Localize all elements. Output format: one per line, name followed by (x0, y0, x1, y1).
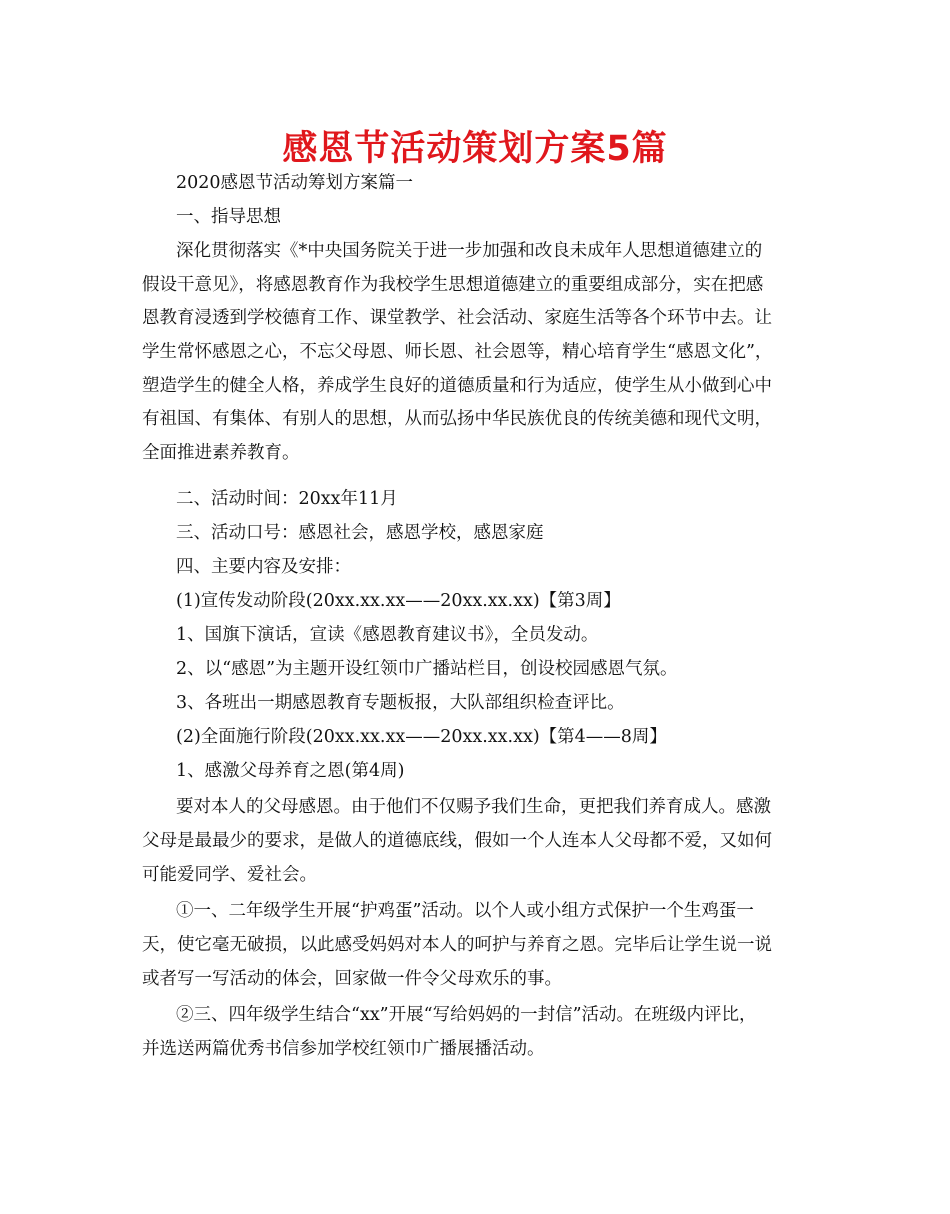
paragraph-line: 假设干意见》，将感恩教育作为我校学生思想道德建立的重要组成部分，实在把感 (142, 275, 764, 295)
paragraph-line: 有祖国、有集体、有别人的思想，从而弘扬中华民族优良的传统美德和现代文明， (142, 409, 772, 429)
paragraph-line: ②三、四年级学生结合“xx”开展“写给妈妈的一封信”活动。在班级内评比， (176, 1005, 757, 1025)
paragraph-line: 并选送两篇优秀书信参加学校红领巾广播展播活动。 (142, 1039, 545, 1059)
sub-heading: (1)宣传发动阶段(20xx.xx.xx——20xx.xx.xx)【第3周】 (176, 591, 621, 611)
paragraph-line: 恩教育浸透到学校德育工作、课堂教学、社会活动、家庭生活等各个环节中去。让 (142, 308, 772, 328)
list-item: 1、国旗下演话，宣读《感恩教育建议书》，全员发动。 (176, 625, 599, 645)
paragraph-line: 父母是最最少的要求，是做人的道德底线，假如一个人连本人父母都不爱，又如何 (142, 831, 772, 851)
list-item: 3、各班出一期感恩教育专题板报，大队部组织检查评比。 (176, 693, 625, 713)
section-heading: 三、活动口号：感恩社会，感恩学校，感恩家庭 (176, 523, 544, 543)
section-heading: 二、活动时间：20xx年11月 (176, 489, 398, 509)
paragraph-line: 或者写一写活动的体会，回家做一件令父母欢乐的事。 (142, 969, 562, 989)
section-heading: 四、主要内容及安排： (176, 557, 351, 577)
sub-heading: (2)全面施行阶段(20xx.xx.xx——20xx.xx.xx)【第4——8周】 (176, 727, 667, 747)
paragraph-line: 深化贯彻落实《*中央国务院关于进一步加强和改良未成年人思想道德建立的 (176, 241, 763, 261)
paragraph-line: 塑造学生的健全人格，养成学生良好的道德质量和行为适应，使学生从小做到心中 (142, 376, 772, 396)
paragraph-line: 全面推进素养教育。 (142, 443, 300, 463)
section-heading: 一、指导思想 (176, 207, 281, 227)
list-item: 1、感激父母养育之恩(第4周) (176, 761, 405, 781)
paragraph-line: 可能爱同学、爱社会。 (142, 865, 317, 885)
section-heading: 2020感恩节活动筹划方案篇一 (176, 173, 414, 193)
paragraph-line: ①一、二年级学生开展“护鸡蛋”活动。以个人或小组方式保护一个生鸡蛋一 (176, 901, 754, 921)
paragraph-line: 天，使它毫无破损，以此感受妈妈对本人的呵护与养育之恩。完毕后让学生说一说 (142, 935, 772, 955)
paragraph-line: 学生常怀感恩之心，不忘父母恩、师长恩、社会恩等，精心培育学生“感恩文化”， (142, 342, 773, 362)
list-item: 2、以“感恩”为主题开设红领巾广播站栏目，创设校园感恩气氛。 (176, 659, 678, 679)
document-title: 感恩节活动策划方案5篇 (282, 129, 668, 169)
paragraph-line: 要对本人的父母感恩。由于他们不仅赐予我们生命，更把我们养育成人。感激 (176, 797, 771, 817)
